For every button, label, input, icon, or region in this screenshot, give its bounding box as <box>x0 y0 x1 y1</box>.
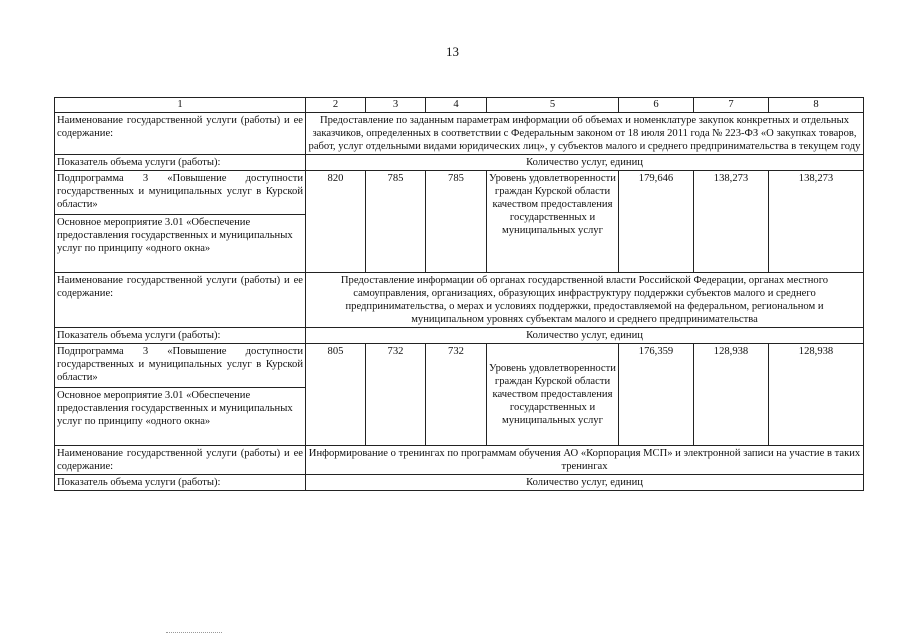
measure-text: Основное мероприятие 3.01 «Обеспечение предоставления государственных и муниципальных услуг по принципу «одного окна» <box>55 388 306 446</box>
column-number: 3 <box>366 98 426 113</box>
value-2021: 785 <box>426 171 487 273</box>
subprogram-text: Подпрограмма 3 «Повышение доступности государственных и муниципальных услуг в Курской области» <box>55 171 306 215</box>
scan-artifact-line <box>166 632 222 635</box>
service-name-label: Наименование государственной услуги (работы) и ее содержание: <box>55 113 306 155</box>
indicator-label: Показатель объема услуги (работы): <box>55 328 306 344</box>
cost-2020: 128,938 <box>694 344 769 446</box>
column-number: 8 <box>769 98 864 113</box>
column-number-row <box>55 98 864 113</box>
column-number: 7 <box>694 98 769 113</box>
value-2019: 805 <box>306 344 366 446</box>
service-name-label: Наименование государственной услуги (работы) и ее содержание: <box>55 273 306 328</box>
subprogram-row <box>55 344 864 388</box>
value-2021: 732 <box>426 344 487 446</box>
service-name-label: Наименование государственной услуги (работы) и ее содержание: <box>55 446 306 475</box>
value-2020: 732 <box>366 344 426 446</box>
cost-2021: 128,938 <box>769 344 864 446</box>
column-number: 2 <box>306 98 366 113</box>
indicator-value: Количество услуг, единиц <box>306 328 864 344</box>
service-name-value: Информирование о тренингах по программам обучения АО «Корпорация МСП» и электронной записи на участие в таких тренингах <box>306 446 864 475</box>
quality-indicator: Уровень удовлетворенности граждан Курской области качеством предоставления государственных и муниципальных услуг <box>487 344 619 446</box>
column-number: 1 <box>55 98 306 113</box>
indicator-value: Количество услуг, единиц <box>306 155 864 171</box>
service-name-value: Предоставление по заданным параметрам информации об объемах и номенклатуре закупок конкретных и отдельных заказчиков, определенных в соответствии с Федеральным законом от 18 июля 2011 года № 223-ФЗ «О закупках товаров, работ, услуг отдельными видами юридических лиц», у субъектов малого и среднего предпринимательства в текущем году <box>306 113 864 155</box>
services-table <box>54 97 864 491</box>
indicator-label: Показатель объема услуги (работы): <box>55 475 306 491</box>
cost-2021: 138,273 <box>769 171 864 273</box>
subprogram-row <box>55 171 864 215</box>
page-number: 13 <box>446 44 459 59</box>
indicator-row <box>55 328 864 344</box>
measure-text: Основное мероприятие 3.01 «Обеспечение предоставления государственных и муниципальных услуг по принципу «одного окна» <box>55 215 306 273</box>
cost-2020: 138,273 <box>694 171 769 273</box>
service-name-row <box>55 446 864 475</box>
value-2019: 820 <box>306 171 366 273</box>
indicator-label: Показатель объема услуги (работы): <box>55 155 306 171</box>
service-name-value: Предоставление информации об органах государственной власти Российской Федерации, органах местного самоуправления, организациях, образующих инфраструктуру поддержки субъектов малого и среднего предпринимательства, о мерах и условиях поддержки, предоставляемой на федеральном, региональном и муниципальном уровнях субъектам малого и среднего предпринимательства <box>306 273 864 328</box>
subprogram-text: Подпрограмма 3 «Повышение доступности государственных и муниципальных услуг в Курской области» <box>55 344 306 388</box>
column-number: 5 <box>487 98 619 113</box>
column-number: 6 <box>619 98 694 113</box>
column-number: 4 <box>426 98 487 113</box>
cost-2019: 179,646 <box>619 171 694 273</box>
quality-indicator: Уровень удовлетворенности граждан Курской области качеством предоставления государственных и муниципальных услуг <box>487 171 619 273</box>
cost-2019: 176,359 <box>619 344 694 446</box>
indicator-row <box>55 155 864 171</box>
value-2020: 785 <box>366 171 426 273</box>
indicator-value: Количество услуг, единиц <box>306 475 864 491</box>
indicator-row <box>55 475 864 491</box>
service-name-row <box>55 113 864 155</box>
service-name-row <box>55 273 864 328</box>
